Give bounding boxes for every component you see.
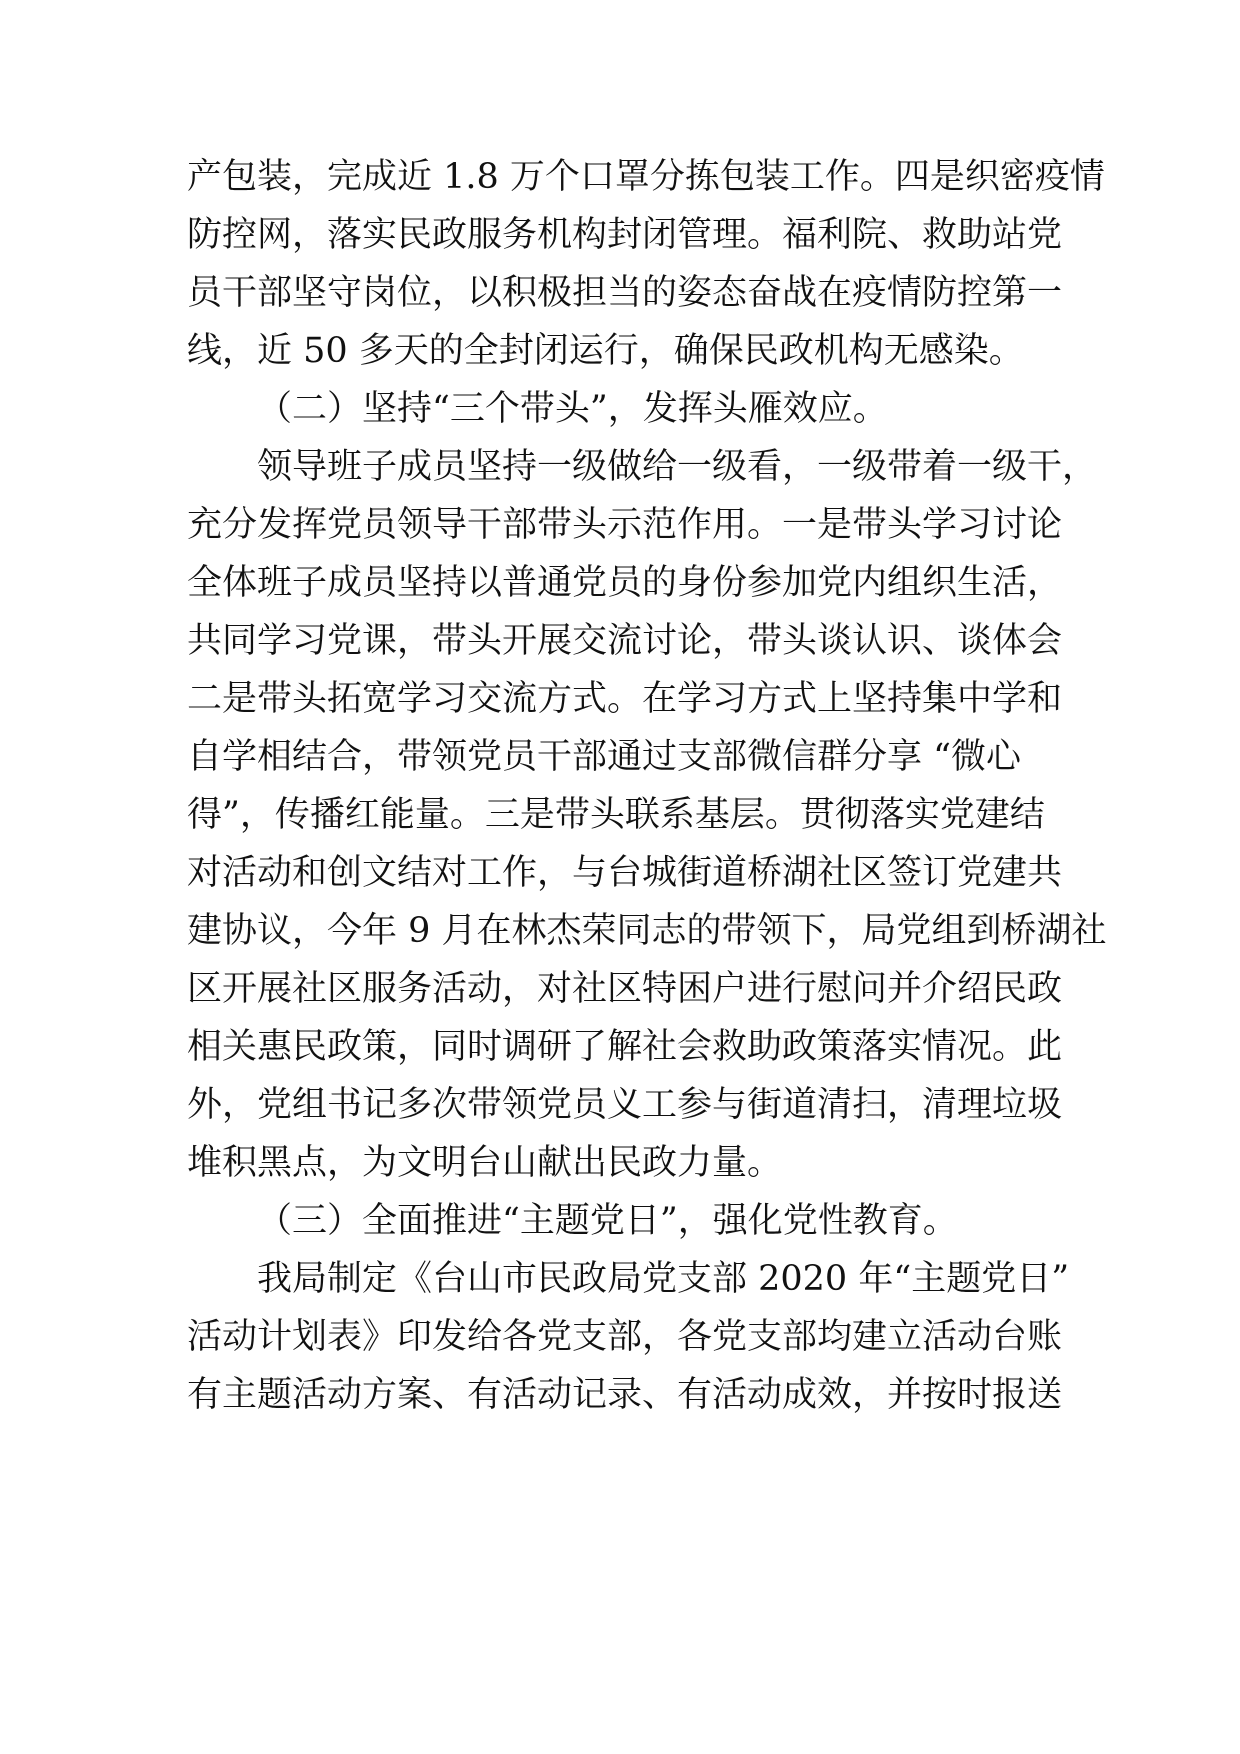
section-heading: （三）全面推进“主题党日”，强化党性教育。: [257, 1201, 958, 1241]
section-heading: （二）坚持“三个带头”，发挥头雁效应。: [257, 389, 888, 429]
text-line: 自学相结合，带领党员干部通过支部微信群分享 “微心: [187, 737, 1022, 777]
text-line: 得”，传播红能量。三是带头联系基层。贯彻落实党建结: [187, 795, 1045, 835]
text-line: 产包装，完成近 1.8 万个口罩分拣包装工作。四是织密疫情: [187, 157, 1105, 197]
text-line: 建协议，今年 9 月在林杰荣同志的带领下，局党组到桥湖社: [187, 911, 1107, 951]
text-line: 领导班子成员坚持一级做给一级看，一级带着一级干，: [257, 447, 1098, 487]
text-line: 共同学习党课，带头开展交流讨论，带头谈认识、谈体会: [187, 621, 1063, 661]
text-line: 外，党组书记多次带领党员义工参与街道清扫，清理垃圾: [187, 1085, 1063, 1125]
text-line: 全体班子成员坚持以普通党员的身份参加党内组织生活，: [187, 563, 1063, 603]
text-line: 相关惠民政策，同时调研了解社会救助政策落实情况。此: [187, 1027, 1063, 1067]
text-line: 线，近 50 多天的全封闭运行，确保民政机构无感染。: [187, 331, 1024, 371]
text-line: 对活动和创文结对工作，与台城街道桥湖社区签订党建共: [187, 853, 1063, 893]
text-line: 堆积黑点，为文明台山献出民政力量。: [187, 1143, 783, 1183]
text-line: 员干部坚守岗位，以积极担当的姿态奋战在疫情防控第一: [187, 273, 1063, 313]
text-line: 防控网，落实民政服务机构封闭管理。福利院、救助站党: [187, 215, 1063, 255]
text-line: 活动计划表》印发给各党支部，各党支部均建立活动台账: [187, 1317, 1063, 1357]
text-line: 区开展社区服务活动，对社区特困户进行慰问并介绍民政: [187, 969, 1063, 1009]
text-line: 二是带头拓宽学习交流方式。在学习方式上坚持集中学和: [187, 679, 1063, 719]
text-line: 有主题活动方案、有活动记录、有活动成效，并按时报送: [187, 1375, 1063, 1415]
text-line: 我局制定《台山市民政局党支部 2020 年“主题党日”: [257, 1259, 1070, 1299]
text-line: 充分发挥党员领导干部带头示范作用。一是带头学习讨论: [187, 505, 1063, 545]
